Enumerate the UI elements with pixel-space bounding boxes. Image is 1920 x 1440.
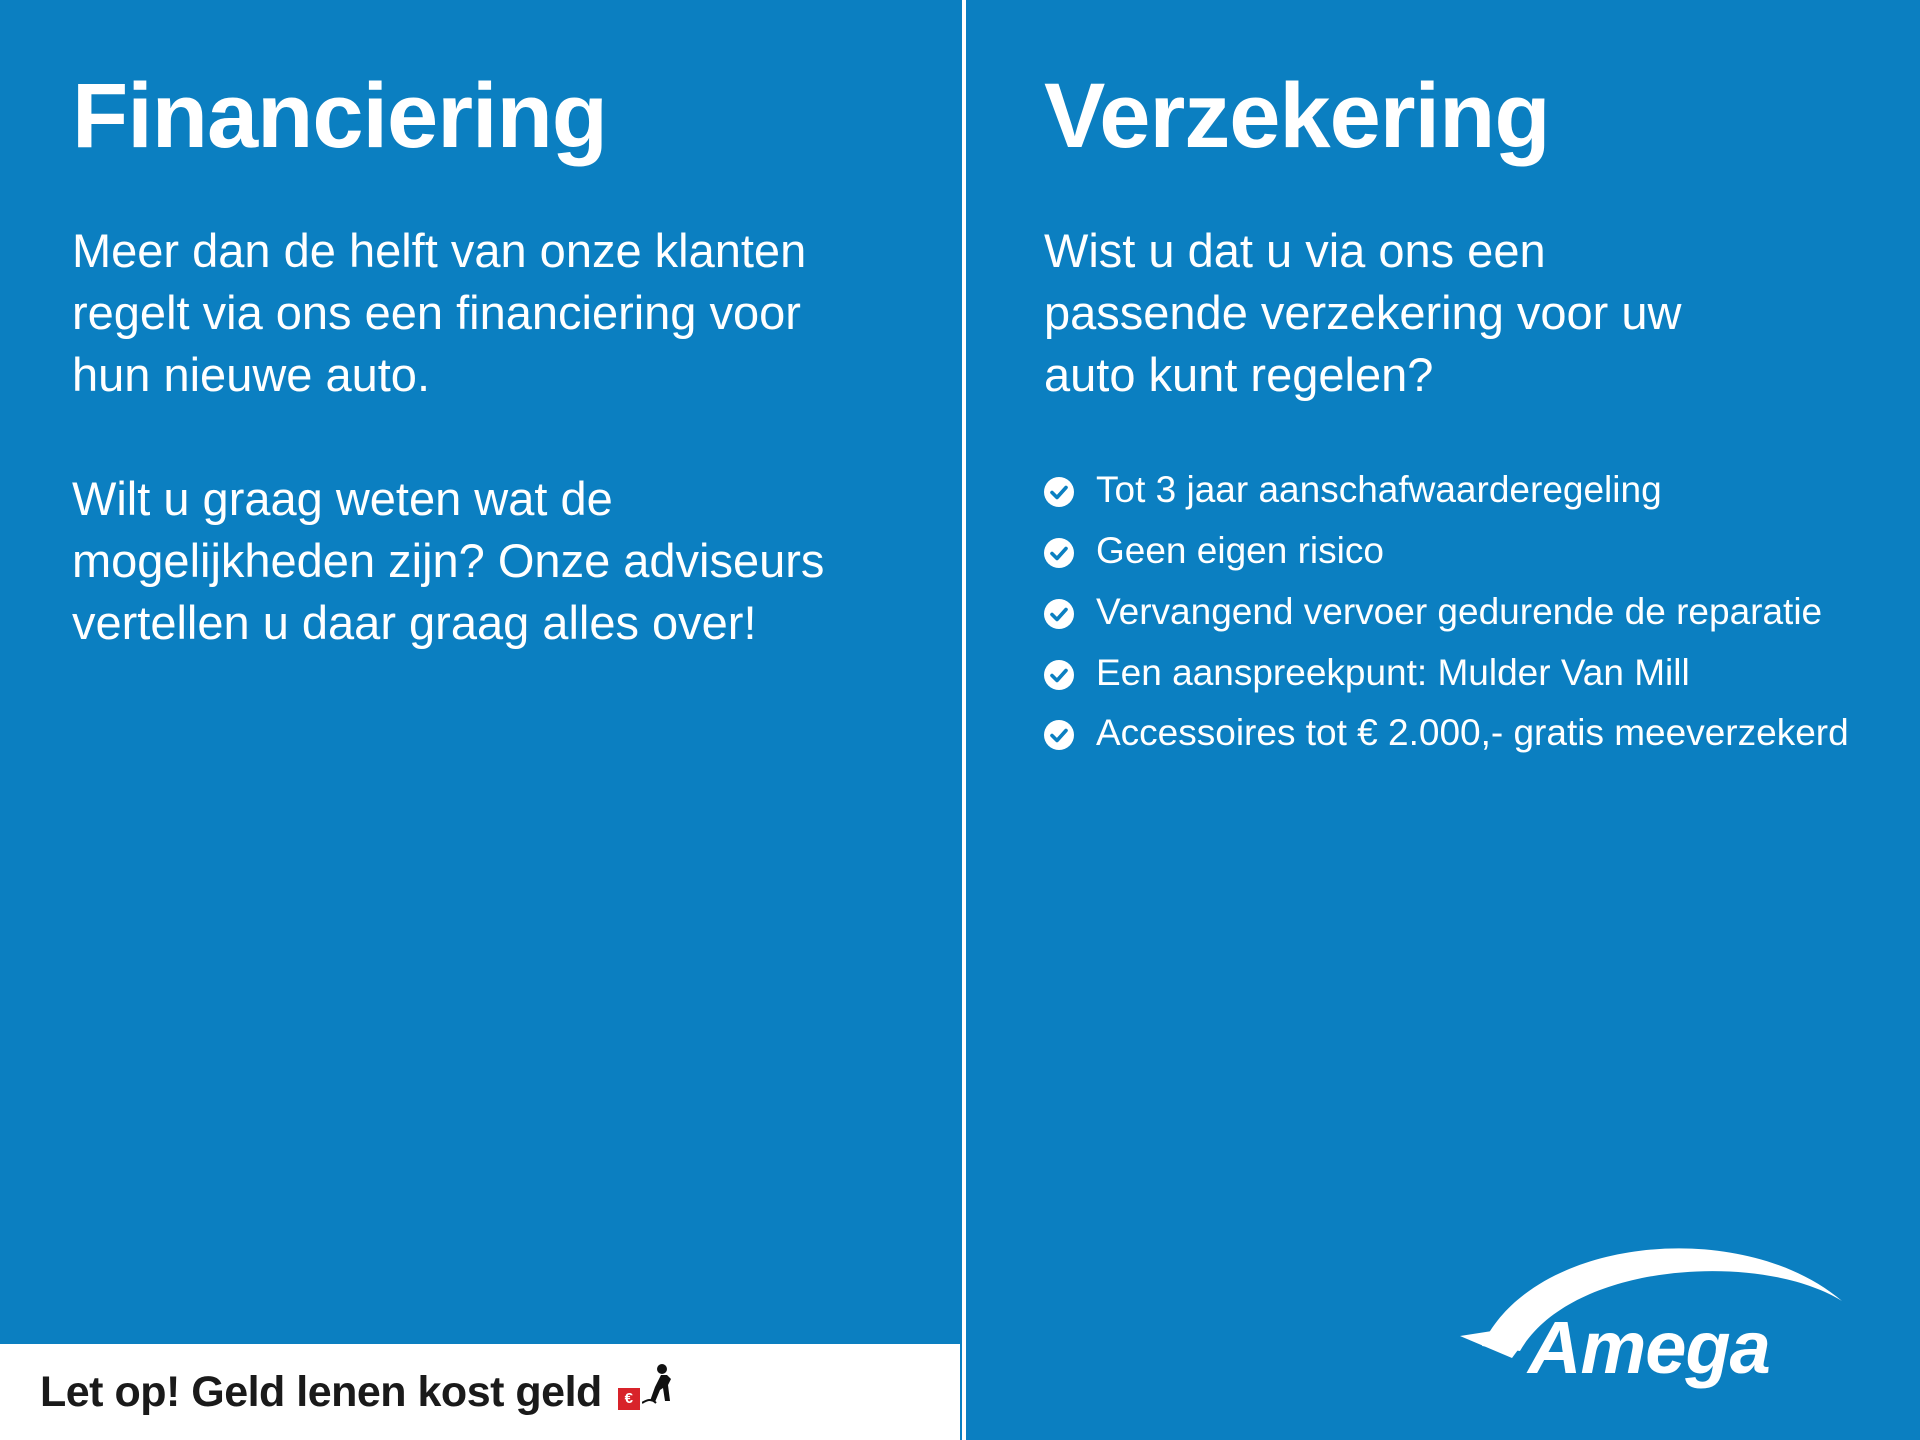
benefit-text: Accessoires tot € 2.000,- gratis meeverzekerd: [1096, 712, 1849, 754]
check-circle-icon: [1044, 599, 1074, 629]
disclaimer-bar: [0, 1344, 960, 1440]
benefit-text: Een aanspreekpunt: Mulder Van Mill: [1096, 651, 1690, 693]
list-item: [1044, 527, 1860, 576]
list-item: [1044, 709, 1860, 758]
financing-paragraph-2: Wilt u graag weten wat de mogelijkheden zijn? Onze adviseurs vertellen u daar graag alles over!: [72, 472, 825, 650]
check-circle-icon: [1044, 538, 1074, 568]
financing-paragraph-1: Meer dan de helft van onze klanten regelt via ons een financiering voor hun nieuwe auto.: [72, 224, 807, 402]
benefit-text: Vervangend vervoer gedurende de reparatie: [1096, 590, 1823, 632]
list-item: [1044, 466, 1860, 515]
walking-person-icon: [642, 1363, 676, 1416]
check-circle-icon: [1044, 477, 1074, 507]
disclaimer-text: Let op! Geld lenen kost geld: [40, 1367, 602, 1416]
insurance-benefits-list: [1044, 466, 1860, 758]
amega-wordmark: Amega: [1528, 1306, 1770, 1389]
list-item: [1044, 588, 1860, 637]
check-circle-icon: [1044, 720, 1074, 750]
benefit-text: Geen eigen risico: [1096, 529, 1384, 571]
insurance-heading: Verzekering: [1044, 65, 1550, 167]
euro-badge-icon: €: [618, 1388, 640, 1410]
amega-logo: [1442, 1206, 1862, 1396]
check-circle-icon: [1044, 660, 1074, 690]
financing-heading: Financiering: [72, 65, 607, 167]
list-item: [1044, 649, 1860, 698]
wijzer-in-geldzaken-mark: [618, 1369, 676, 1416]
insurance-paragraph-1: Wist u dat u via ons een passende verzekering voor uw auto kunt regelen?: [1044, 224, 1682, 402]
benefit-text: Tot 3 jaar aanschafwaarderegeling: [1096, 469, 1662, 511]
